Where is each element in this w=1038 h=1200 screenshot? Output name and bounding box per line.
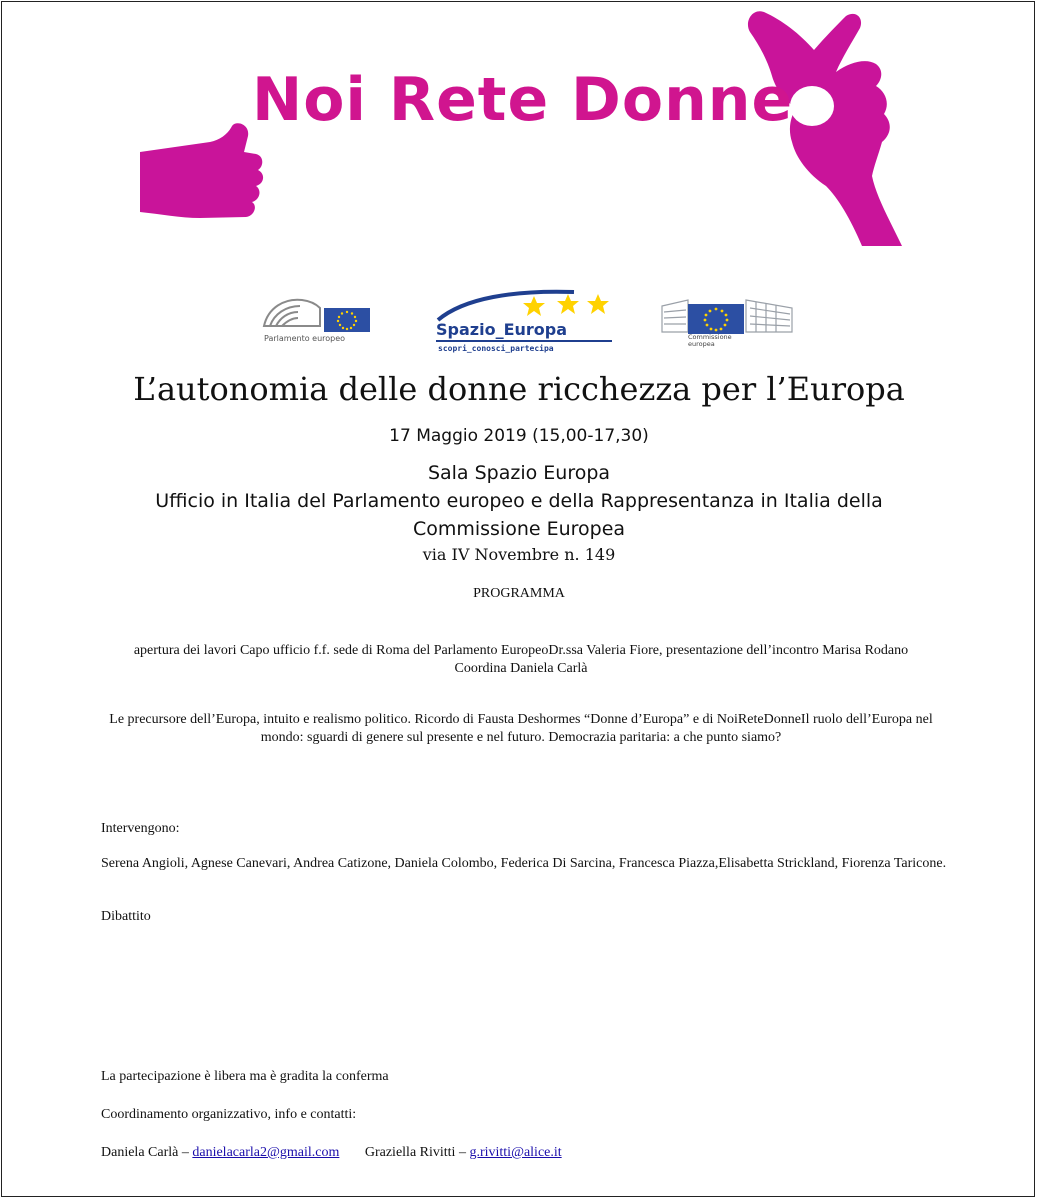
spazio-europa-tagline: scopri_conosci_partecipa — [438, 344, 554, 353]
flyer-page — [1, 1, 1035, 1197]
debate-label: Dibattito — [101, 909, 151, 924]
contact2-email-link[interactable]: g.rivitti@alice.it — [469, 1145, 562, 1160]
parlamento-label: Parlamento europeo — [264, 334, 346, 343]
event-title: L’autonomia delle donne ricchezza per l’Europa — [133, 370, 905, 408]
coordination-label: Coordinamento organizzativo, info e contatti: — [101, 1107, 357, 1122]
contact2-name: Graziella Rivitti – — [364, 1145, 466, 1160]
banner — [2, 2, 1035, 262]
commissione-europea-logo — [660, 292, 794, 350]
participation-note: La partecipazione è libera ma è gradita la conferma — [101, 1069, 389, 1084]
parlamento-europeo-logo — [262, 296, 374, 346]
opening-text: apertura dei lavori Capo ufficio f.f. sede di Roma del Parlamento EuropeoDr.ssa Valeria Fiore, presentazione dell’incontro Marisa Rodano — [133, 643, 909, 658]
moderator-text: Coordina Daniela Carlà — [454, 661, 588, 676]
spazio-europa-name: Spazio_Europa — [436, 320, 568, 339]
commissione-label: Commissione europea — [688, 333, 732, 349]
contacts-line — [101, 1144, 562, 1162]
venue-address: via IV Novembre n. 149 — [422, 545, 616, 564]
event-date: 17 Maggio 2019 (15,00-17,30) — [389, 426, 649, 446]
stars-icon — [434, 288, 614, 322]
eu-flag-icon — [688, 304, 744, 334]
spazio-europa-logo — [434, 288, 614, 356]
venue-name: Sala Spazio Europa — [427, 462, 611, 484]
venue-office: Ufficio in Italia del Parlamento europeo e della Rappresentanza in Italia della Commissione Europea — [155, 490, 883, 540]
speakers-list: Serena Angioli, Agnese Canevari, Andrea Catizone, Daniela Colombo, Federica Di Sarcina, Francesca Piazza,Elisabetta Strickland, Fiorenza Taricone. — [101, 856, 947, 871]
parliament-building-icon — [262, 296, 322, 330]
contact1-email-link[interactable]: danielacarla2@gmail.com — [192, 1145, 340, 1160]
thumbs-up-hand-icon — [140, 122, 265, 227]
event-venue — [2, 459, 1035, 567]
program-themes: Le precursore dell’Europa, intuito e realismo politico. Ricordo di Fausta Deshormes “Donne d’Europa” e di NoiReteDonneIl ruolo dell’Europa nel mondo: sguardi di genere sul presente e nel futuro. Democrazia paritaria: a che punto siamo? — [109, 712, 933, 745]
speakers-label: Intervengono: — [101, 821, 180, 836]
program-opening — [102, 642, 940, 678]
contact1-name: Daniela Carlà – — [101, 1145, 189, 1160]
program-heading: PROGRAMMA — [473, 586, 565, 601]
eu-flag-icon — [324, 308, 370, 332]
banner-title: Noi Rete Donne — [252, 65, 794, 135]
